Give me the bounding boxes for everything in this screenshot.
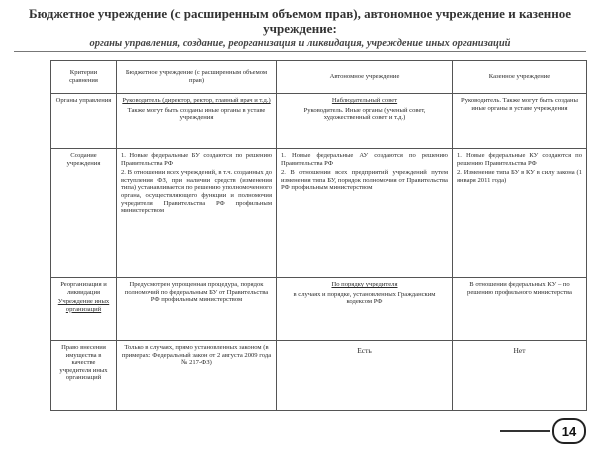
criterion-liquidation-link[interactable]: Учреждение иных организаций — [57, 298, 110, 313]
comparison-table — [50, 60, 587, 411]
creation-autonomous-p2: 2. В отношении всех предприятий учреждений путем изменения типа БУ, порядок полномочия от Правительства РФ профильным министерством — [281, 169, 448, 192]
header-criteria: Критерии сравнения — [51, 61, 117, 94]
page-title: Бюджетное учреждение (с расширенным объемом прав), автономное учреждение и казенное учреждение: — [29, 6, 571, 36]
creation-budget-p2: 2. В отношении всех учреждений, в т.ч. созданных до вступления ФЗ, при наличии средств (изменения типа) устанавливается по решению уполномоченного органа, осуществляющего функции и полномочия учредителя Правительства РФ профильным министерством — [121, 169, 272, 215]
governance-budget-link[interactable]: Руководитель (директор, ректор, главный врач и т.д.) — [122, 97, 271, 104]
creation-autonomous-p1: 1. Новые федеральные АУ создаются по решению Правительства РФ — [281, 152, 448, 167]
table-row-governance — [51, 94, 587, 149]
cell-liquidation-treasury — [453, 278, 587, 341]
creation-budget-p1: 1. Новые федеральные БУ создаются по решению Правительства РФ — [121, 152, 272, 167]
cell-governance-treasury — [453, 94, 587, 149]
table-row-other-orgs — [51, 341, 587, 411]
criterion-other-orgs: Право внесения имущества в качестве учредителя иных организаций — [51, 341, 117, 411]
governance-budget-text: Также могут быть созданы иные органы в уставе учреждения — [127, 106, 266, 122]
cell-liquidation-autonomous — [277, 278, 453, 341]
cell-other-orgs-treasury: Нет — [453, 341, 587, 411]
cell-other-orgs-budget — [117, 341, 277, 411]
cell-liquidation-budget — [117, 278, 277, 341]
table-header-row — [51, 61, 587, 94]
cell-creation-autonomous — [277, 149, 453, 278]
liquidation-autonomous-text: в случаях и порядке, установленных Гражданским кодексом РФ — [293, 290, 436, 306]
header-autonomous: Автономное учреждение — [277, 61, 453, 94]
table-row-creation — [51, 149, 587, 278]
header-budget: Бюджетное учреждение (с расширенным объемом прав) — [117, 61, 277, 94]
criterion-governance: Органы управления — [51, 94, 117, 149]
cell-governance-autonomous — [277, 94, 453, 149]
liquidation-treasury-text: В отношении федеральных КУ – по решению профильного министерства — [467, 281, 572, 296]
cell-creation-budget — [117, 149, 277, 278]
header-treasury: Казенное учреждение — [453, 61, 587, 94]
creation-treasury-p2: 2. Изменение типа БУ в КУ в силу закона (1 января 2011 года) — [457, 169, 582, 184]
criterion-liquidation — [51, 278, 117, 341]
cell-governance-budget — [117, 94, 277, 149]
governance-autonomous-link[interactable]: Наблюдательный совет — [331, 97, 398, 104]
criterion-liquidation-text: Реорганизация и ликвидация — [60, 281, 107, 296]
cell-creation-treasury — [453, 149, 587, 278]
page-subtitle: органы управления, создание, реорганизация и ликвидация, учреждение иных организаций — [14, 38, 586, 52]
table-row-liquidation — [51, 278, 587, 341]
liquidation-budget-text: Предусмотрен упрощенная процедура, порядок полномочий по федеральным БУ от Правительства РФ профильным министерством — [124, 281, 269, 304]
page-number-line — [500, 430, 550, 432]
cell-other-orgs-autonomous: Есть — [277, 341, 453, 411]
creation-treasury-p1: 1. Новые федеральные КУ создаются по решению Правительства РФ — [457, 152, 582, 167]
governance-autonomous-text: Руководитель. Иные органы (ученый совет, художественный совет и т.д.) — [303, 106, 426, 122]
governance-treasury-text: Руководитель. Также могут быть созданы иные органы в уставе учреждения — [461, 97, 578, 112]
other-orgs-budget-text: Только в случаях, прямо установленных законом (в примерах: Федеральный закон от 2 августа 2009 года № 217-ФЗ) — [121, 344, 272, 367]
liquidation-autonomous-link[interactable]: По порядку учредителя — [331, 281, 398, 288]
criterion-creation: Создание учреждения — [51, 149, 117, 278]
page-number-badge — [500, 418, 586, 444]
page-number: 14 — [552, 418, 586, 444]
